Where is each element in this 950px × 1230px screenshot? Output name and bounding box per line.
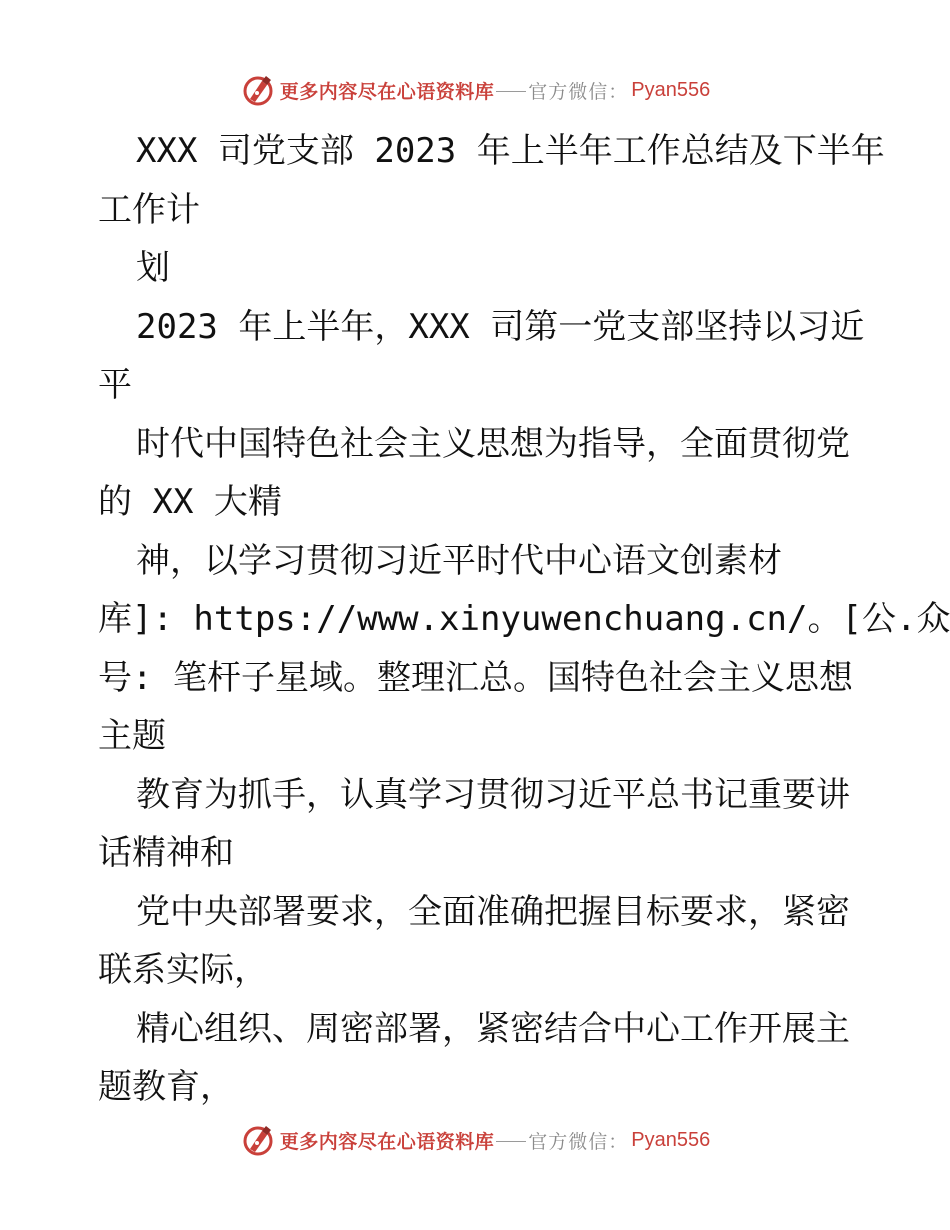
header-banner xyxy=(0,68,950,112)
text-line: 2023 年上半年，XXX 司第一党支部坚持以习近 xyxy=(136,306,865,347)
banner-dash xyxy=(496,1141,526,1142)
pen-nib-logo-icon xyxy=(240,1122,276,1158)
text-line: 号: 笔杆子星域。整理汇总。国特色社会主义思想 xyxy=(98,657,853,698)
pen-nib-logo-icon xyxy=(240,72,276,108)
text-line: 题教育， xyxy=(98,1067,234,1107)
text-line: XXX 司党支部 2023 年上半年工作总结及下半年 xyxy=(136,131,885,171)
wechat-colon: ： xyxy=(608,1130,628,1153)
document-body xyxy=(98,122,950,1117)
text-line: 划 xyxy=(136,248,170,288)
banner-dash xyxy=(496,91,526,92)
text-line: 工作计 xyxy=(98,189,200,230)
wechat-colon: ： xyxy=(608,80,628,103)
text-line: 话精神和 xyxy=(98,833,234,873)
text-line: 教育为抓手，认真学习贯彻习近平总书记重要讲 xyxy=(136,774,850,815)
wechat-label: 官方微信 xyxy=(528,80,609,103)
text-line: 平 xyxy=(98,365,132,405)
wechat-label: 官方微信 xyxy=(528,1130,609,1153)
text-line: 神，以学习贯彻习近平时代中心语文创素材 xyxy=(136,540,782,581)
wechat-id: Pyan556 xyxy=(631,78,711,101)
text-line: 的 XX 大精 xyxy=(98,482,282,522)
footer-banner xyxy=(0,1118,950,1162)
text-line: 联系实际， xyxy=(98,950,268,990)
site-name-text: 更多内容尽在心语资料库 xyxy=(279,80,495,103)
text-line: 主题 xyxy=(98,716,166,756)
wechat-id: Pyan556 xyxy=(631,1128,711,1151)
text-line: 精心组织、周密部署，紧密结合中心工作开展主 xyxy=(136,1008,850,1049)
text-line: 党中央部署要求，全面准确把握目标要求，紧密 xyxy=(136,891,850,932)
text-line: 库]: https://www.xinyuwenchuang.cn/。[公.众 xyxy=(98,599,950,639)
site-name-text: 更多内容尽在心语资料库 xyxy=(279,1130,495,1153)
text-line: 时代中国特色社会主义思想为指导，全面贯彻党 xyxy=(136,423,850,464)
